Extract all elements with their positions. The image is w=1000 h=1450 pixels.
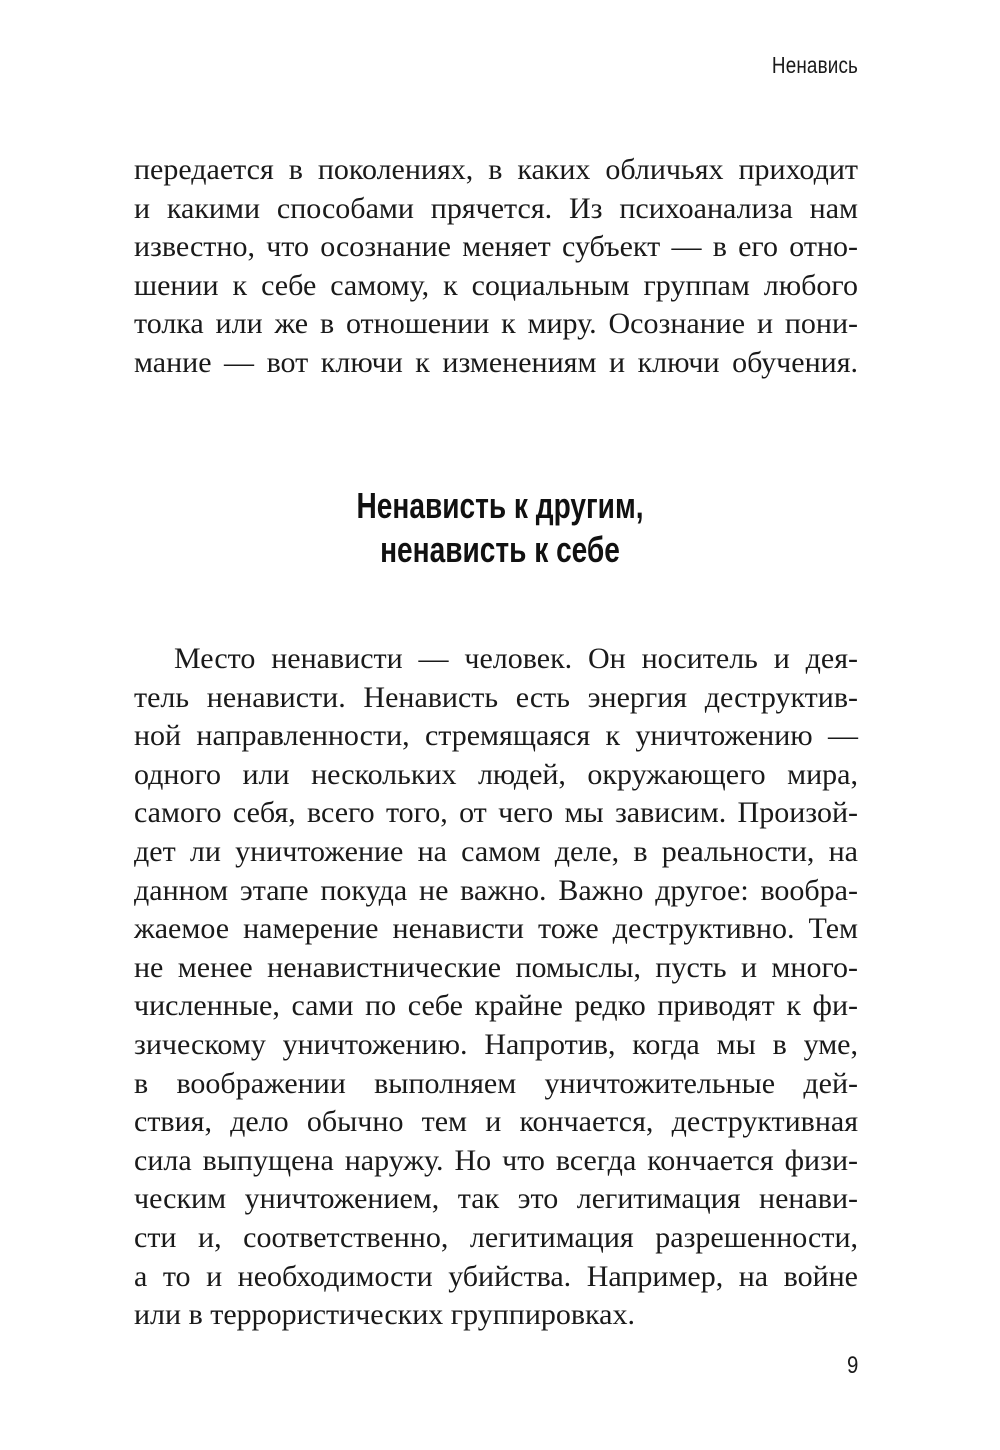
section-heading [0, 484, 1000, 572]
text-line: или в террористических группировках. [134, 1298, 635, 1332]
text-line: численные, сами по себе крайне редко приводят к фи- [134, 989, 858, 1023]
text-line: передается в поколениях, в каких обличьях приходит [134, 153, 858, 186]
paragraph-top [134, 151, 858, 383]
section-heading-line-2: ненависть к себе [380, 529, 620, 570]
text-line: а то и необходимости убийства. Например, на войне [134, 1259, 858, 1293]
text-line: зическому уничтожению. Напротив, когда мы в уме, [134, 1027, 858, 1061]
text-line: дет ли уничтожение на самом деле, в реальности, на [134, 834, 858, 868]
text-line: данном этапе покуда не важно. Важно другое: вообра- [134, 873, 858, 907]
text-line: не менее ненавистнические помыслы, пусть и много- [134, 950, 858, 984]
paragraph-main [134, 640, 858, 1335]
text-line: шении к себе самому, к социальным группам любого [134, 268, 858, 302]
text-line: жаемое намерение ненависти тоже деструктивно. Тем [134, 912, 858, 946]
text-line: известно, что осознание меняет субъект — в его отно- [134, 230, 858, 264]
text-line: ствия, дело обычно тем и кончается, деструктивная [134, 1105, 858, 1139]
text-line: сти и, соответственно, легитимация разрешенности, [134, 1220, 858, 1254]
text-line: Место ненависти — человек. Он носитель и дея- [174, 642, 858, 675]
text-line: сила выпущена наружу. Но что всегда кончается физи- [134, 1143, 858, 1177]
text-line: мание — вот ключи к изменениям и ключи обучения. [134, 345, 858, 379]
text-line: ческим уничтожением, так это легитимация ненави- [134, 1182, 858, 1216]
text-line: тель ненависти. Ненависть есть энергия деструктив- [134, 680, 858, 714]
text-line: толка или же в отношении к миру. Осознание и пони- [134, 307, 858, 341]
running-head: Ненавись [771, 52, 858, 78]
text-line: в воображении выполняем уничтожительные дей- [134, 1066, 858, 1100]
text-line: ной направленности, стремящаяся к уничтожению — [134, 719, 858, 753]
section-heading-line-1: Ненависть к другим, [356, 485, 644, 526]
text-line: самого себя, всего того, от чего мы зависим. Произой- [134, 796, 858, 830]
text-line: и какими способами прячется. Из психоанализа нам [134, 191, 858, 225]
text-line: одного или нескольких людей, окружающего мира, [134, 757, 858, 791]
page-number: 9 [846, 1352, 858, 1379]
